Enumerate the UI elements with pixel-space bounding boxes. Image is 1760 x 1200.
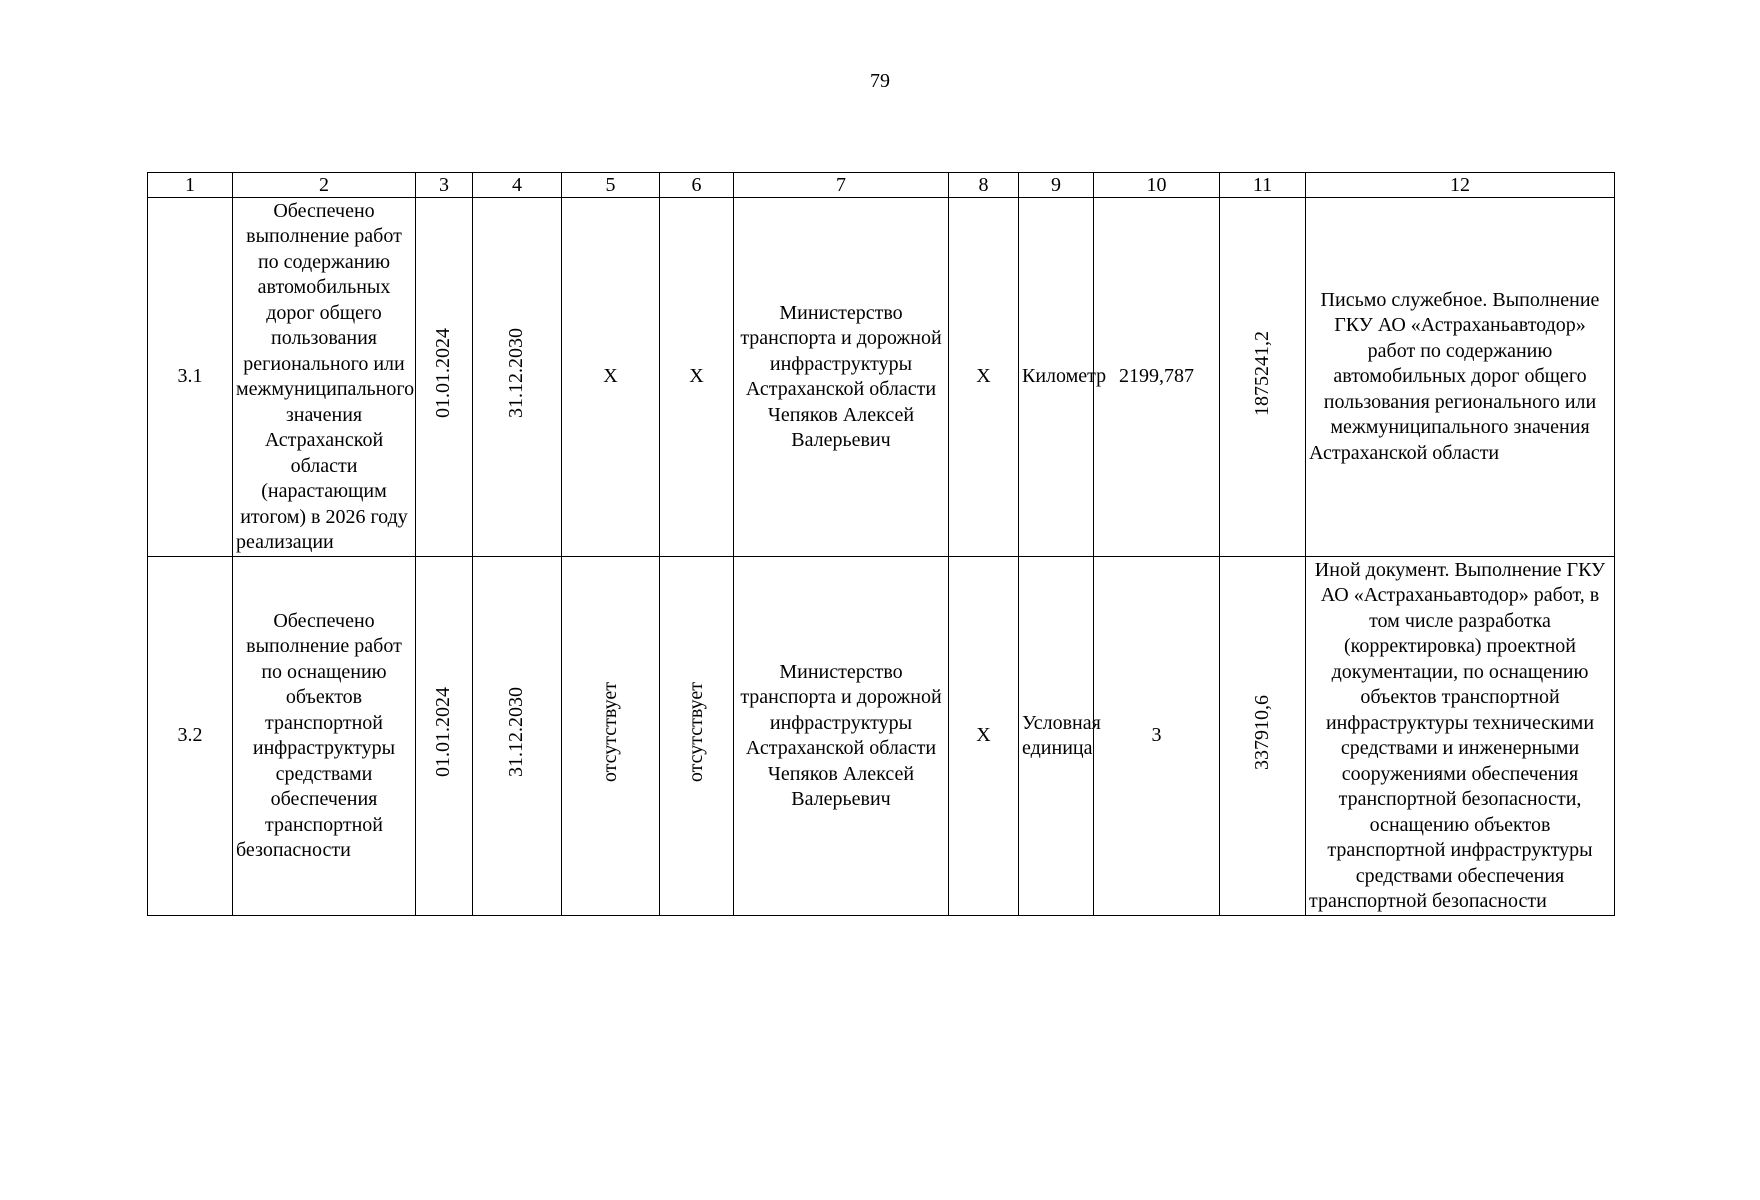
start-date-cell: [416, 198, 473, 557]
column-header: 3: [416, 173, 473, 198]
column-header: 11: [1220, 173, 1306, 198]
start-date: 01.01.2024: [432, 687, 455, 778]
document-cell: Письмо служебное. Выполнение ГКУ АО «Астраханьавтодор» работ по содержанию автомобильных дорог общего пользования регионального или межмуниципального значения Астраханской области: [1306, 198, 1615, 557]
col5-cell: [562, 557, 660, 916]
column-header: 2: [233, 173, 416, 198]
row-number: 3.1: [148, 198, 233, 557]
value-cell: 3: [1094, 557, 1220, 916]
row-number: 3.2: [148, 557, 233, 916]
start-date-cell: [416, 557, 473, 916]
column-header: 8: [949, 173, 1019, 198]
col6-text: отсутствует: [684, 682, 707, 783]
column-header: 6: [660, 173, 734, 198]
unit-cell: Километр: [1019, 198, 1094, 557]
column-header: 1: [148, 173, 233, 198]
value-cell: 2199,787: [1094, 198, 1220, 557]
table-row: [148, 557, 1615, 916]
column-header: 5: [562, 173, 660, 198]
responsible-cell: Министерство транспорта и дорожной инфраструктуры Астраханской области Чепяков Алексей Валерьевич: [734, 557, 949, 916]
amount: 1875241,2: [1250, 330, 1273, 416]
column-header: 9: [1019, 173, 1094, 198]
col6-cell: [660, 557, 734, 916]
unit-cell: Условная единица: [1019, 557, 1094, 916]
end-date: 31.12.2030: [505, 328, 528, 419]
col8-cell: Х: [949, 198, 1019, 557]
page-number: 79: [870, 70, 890, 92]
result-cell: Обеспечено выполнение работ по содержанию автомобильных дорог общего пользования регионального или межмуниципального значения Астраханской области (нарастающим итогом) в 2026 году реализации: [233, 198, 416, 557]
col8-cell: Х: [949, 557, 1019, 916]
end-date: 31.12.2030: [505, 687, 528, 778]
responsible-cell: Министерство транспорта и дорожной инфраструктуры Астраханской области Чепяков Алексей Валерьевич: [734, 198, 949, 557]
column-header: 10: [1094, 173, 1220, 198]
amount: 337910,6: [1250, 694, 1273, 770]
document-cell: Иной документ. Выполнение ГКУ АО «Астраханьавтодор» работ, в том числе разработка (корректировка) проектной документации, по оснащению объектов транспортной инфраструктуры техническими средствами и инженерными сооружениями обеспечения транспортной безопасности, оснащению объектов транспортной инфраструктуры средствами обеспечения транспортной безопасности: [1306, 557, 1615, 916]
col5-text: отсутствует: [598, 682, 621, 783]
start-date: 01.01.2024: [432, 328, 455, 419]
column-header: 12: [1306, 173, 1615, 198]
col5-cell: Х: [562, 198, 660, 557]
amount-cell: [1220, 557, 1306, 916]
end-date-cell: [473, 557, 562, 916]
table-row: [148, 198, 1615, 557]
end-date-cell: [473, 198, 562, 557]
column-header: 4: [473, 173, 562, 198]
column-header: 7: [734, 173, 949, 198]
header-row: [148, 173, 1615, 198]
result-cell: Обеспечено выполнение работ по оснащению объектов транспортной инфраструктуры средствами обеспечения транспортной безопасности: [233, 557, 416, 916]
col6-cell: Х: [660, 198, 734, 557]
amount-cell: [1220, 198, 1306, 557]
plan-table: [147, 172, 1615, 916]
